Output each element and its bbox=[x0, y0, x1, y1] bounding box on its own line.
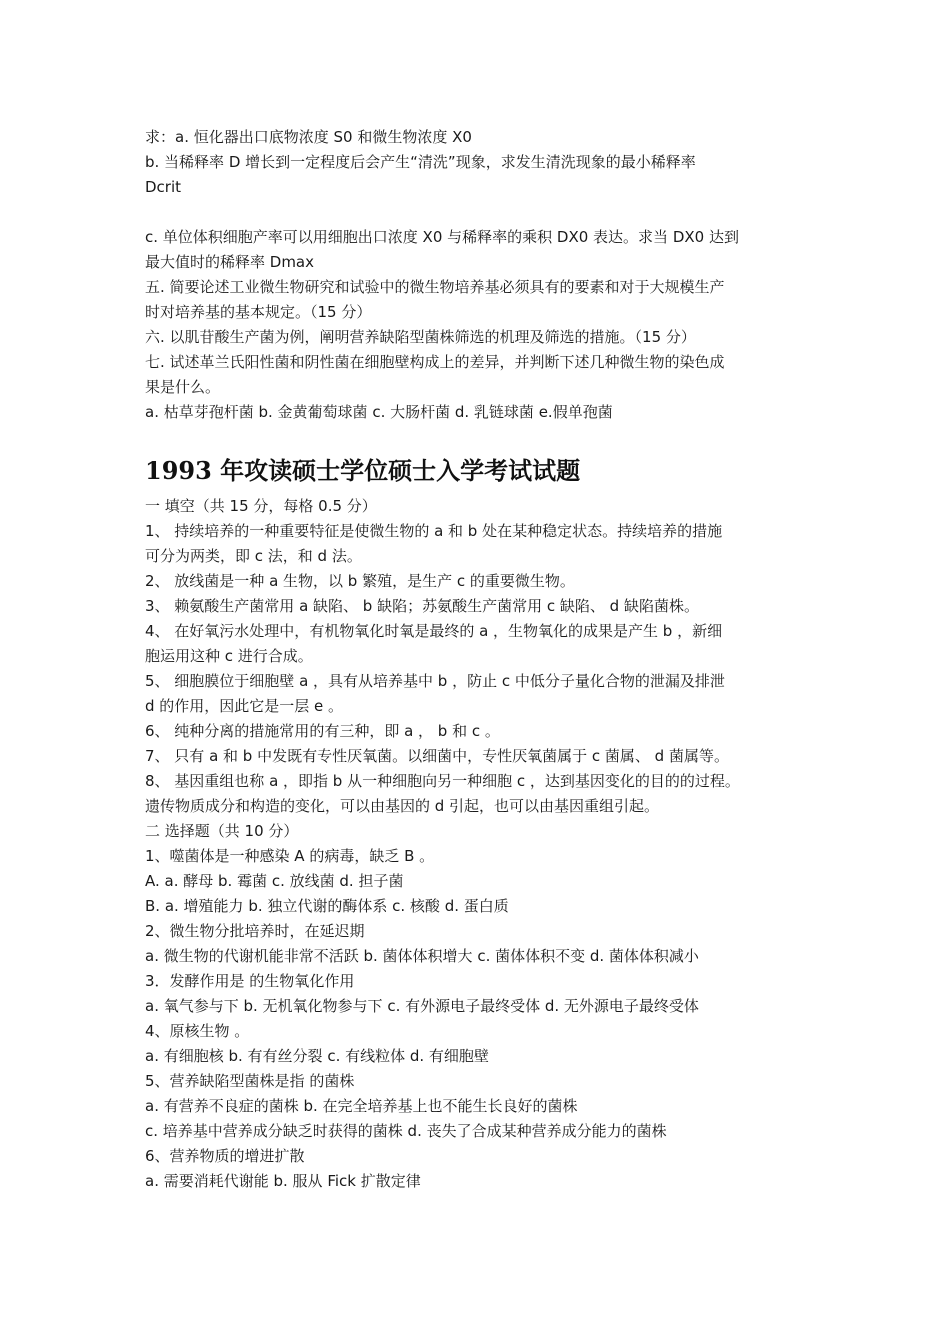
text-line: B. a. 增殖能力 b. 独立代谢的酶体系 c. 核酸 d. 蛋白质 bbox=[145, 897, 509, 915]
text-line: 8、 基因重组也称 a ，即指 b 从一种细胞向另一种细胞 c ，达到基因变化的目的的过程。 bbox=[145, 772, 740, 790]
text-line: 遗传物质成分和构造的变化，可以由基因的 d 引起，也可以由基因重组引起。 bbox=[145, 797, 660, 815]
text-line: 胞运用这种 c 进行合成。 bbox=[145, 647, 313, 665]
text-line: 3、 赖氨酸生产菌常用 a 缺陷、 b 缺陷；苏氨酸生产菌常用 c 缺陷、 d 缺陷菌株。 bbox=[145, 597, 699, 615]
bottom-section bbox=[145, 494, 845, 1194]
text-line: 7、 只有 a 和 b 中发既有专性厌氧菌。以细菌中，专性厌氧菌属于 c 菌属、 d 菌属等。 bbox=[145, 747, 729, 765]
text-line: A. a. 酵母 b. 霉菌 c. 放线菌 d. 担子菌 bbox=[145, 872, 404, 890]
section-heading: 二 选择题（共 10 分） bbox=[145, 822, 299, 840]
text-line: 6、 纯种分离的措施常用的有三种，即 a ， b 和 c 。 bbox=[145, 722, 500, 740]
text-line: a. 有营养不良症的菌株 b. 在完全培养基上也不能生长良好的菌株 bbox=[145, 1097, 578, 1115]
text-line: 可分为两类，即 c 法，和 d 法。 bbox=[145, 547, 362, 565]
text-line: 5、 细胞膜位于细胞壁 a ，具有从培养基中 b ，防止 c 中低分子量化合物的泄漏及排泄 bbox=[145, 672, 725, 690]
text-line: d 的作用，因此它是一层 e 。 bbox=[145, 697, 344, 715]
text-line: a. 微生物的代谢机能非常不活跃 b. 菌体体积增大 c. 菌体体积不变 d. 菌体体积减小 bbox=[145, 947, 699, 965]
text-line: 4、 在好氧污水处理中，有机物氧化时氧是最终的 a ，生物氧化的成果是产生 b ，新细 bbox=[145, 622, 723, 640]
text-line: c. 培养基中营养成分缺乏时获得的菌株 d. 丧失了合成某种营养成分能力的菌株 bbox=[145, 1122, 667, 1140]
text-line: 1、 持续培养的一种重要特征是使微生物的 a 和 b 处在某种稳定状态。持续培养的措施 bbox=[145, 522, 723, 540]
text-line: 求：a. 恒化器出口底物浓度 S0 和微生物浓度 X0 bbox=[145, 128, 472, 146]
text-line: a. 氧气参与下 b. 无机氧化物参与下 c. 有外源电子最终受体 d. 无外源电子最终受体 bbox=[145, 997, 699, 1015]
text-line: 1、噬菌体是一种感染 A 的病毒，缺乏 B 。 bbox=[145, 847, 435, 865]
text-line: 6、营养物质的增进扩散 bbox=[145, 1147, 305, 1165]
text-line: a. 枯草芽孢杆菌 b. 金黄葡萄球菌 c. 大肠杆菌 d. 乳链球菌 e.假单孢菌 bbox=[145, 403, 613, 421]
exam-title: 1993 年攻读硕士学位硕士入学考试试题 bbox=[145, 456, 581, 485]
text-line: 2、 放线菌是一种 a 生物，以 b 繁殖，是生产 c 的重要微生物。 bbox=[145, 572, 575, 590]
text-line: 3．发酵作用是 的生物氧化作用 bbox=[145, 972, 355, 990]
text-line: b. 当稀释率 D 增长到一定程度后会产生“清洗”现象，求发生清洗现象的最小稀释率 bbox=[145, 153, 696, 171]
section-heading: 一 填空（共 15 分，每格 0.5 分） bbox=[145, 497, 377, 515]
text-line: 2、微生物分批培养时，在延迟期 bbox=[145, 922, 365, 940]
text-line: 5、营养缺陷型菌株是指 的菌株 bbox=[145, 1072, 355, 1090]
text-line: Dcrit bbox=[145, 178, 182, 196]
text-line: a. 需要消耗代谢能 b. 服从 Fick 扩散定律 bbox=[145, 1172, 421, 1190]
text-line: 最大值时的稀释率 Dmax bbox=[145, 253, 314, 271]
text-line: 4、原核生物 。 bbox=[145, 1022, 250, 1040]
text-line: a. 有细胞核 b. 有有丝分裂 c. 有线粒体 d. 有细胞壁 bbox=[145, 1047, 489, 1065]
blank-line bbox=[145, 200, 845, 225]
text-line: c. 单位体积细胞产率可以用细胞出口浓度 X0 与稀释率的乘积 DX0 表达。求当 DX0 达到 bbox=[145, 228, 739, 246]
text-line: 七. 试述革兰氏阳性菌和阴性菌在细胞壁构成上的差异，并判断下述几种微生物的染色成 bbox=[145, 353, 725, 371]
top-section bbox=[145, 125, 845, 425]
text-line: 果是什么。 bbox=[145, 378, 221, 396]
text-line: 时对培养基的基本规定。（15 分） bbox=[145, 303, 372, 321]
text-line: 六. 以肌苷酸生产菌为例，阐明营养缺陷型菌株筛选的机理及筛选的措施。（15 分） bbox=[145, 328, 696, 346]
text-line: 五. 简要论述工业微生物研究和试验中的微生物培养基必须具有的要素和对于大规模生产 bbox=[145, 278, 725, 296]
